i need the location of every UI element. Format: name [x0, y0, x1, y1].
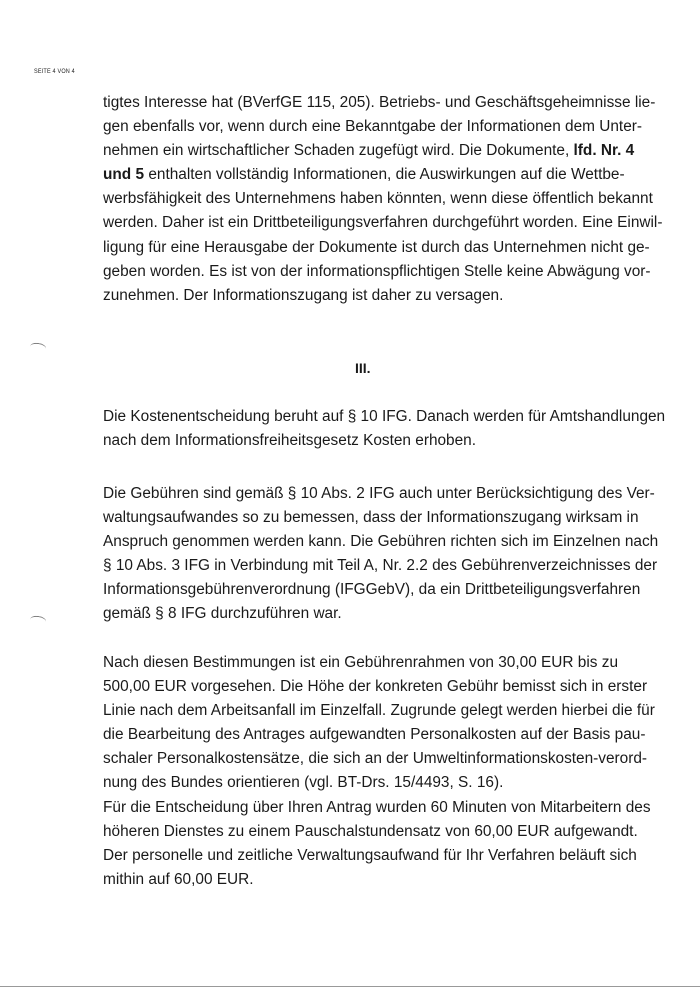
text-line: gemäß § 8 IFG durchzuführen war.: [103, 605, 342, 623]
section-heading: III.: [355, 360, 371, 376]
text-line: 500,00 EUR vorgesehen. Die Höhe der konkreten Gebühr bemisst sich in erster: [103, 678, 648, 696]
text-run: nehmen ein wirtschaftlicher Schaden zugefügt wird. Die Dokumente,: [103, 142, 574, 160]
text-line: gen ebenfalls vor, wenn durch eine Bekanntgabe der Informationen dem Unter-: [103, 118, 643, 136]
text-line: Die Gebühren sind gemäß § 10 Abs. 2 IFG auch unter Berücksichtigung des Ver-: [103, 485, 655, 502]
text-line: § 10 Abs. 3 IFG in Verbindung mit Teil A, Nr. 2.2 des Gebührenverzeichnisses der: [103, 557, 658, 575]
page-number-header: SEITE 4 VON 4: [34, 68, 75, 75]
page-bottom-edge: [0, 986, 700, 987]
text-line: Anspruch genommen werden kann. Die Gebühren richten sich im Einzelnen nach: [103, 533, 659, 551]
hole-punch-mark: [29, 342, 46, 353]
document-number-ref: und 5: [103, 166, 145, 184]
text-line: geben worden. Es ist von der informationspflichtigen Stelle keine Abwägung vor-: [103, 262, 651, 280]
text-line: [103, 139, 635, 163]
hole-punch-mark: [29, 615, 46, 626]
text-line: Für die Entscheidung über Ihren Antrag wurden 60 Minuten von Mitarbeitern des: [103, 798, 651, 816]
text-run: enthalten vollständig Informationen, die Auswirkungen auf die Wettbe-: [144, 166, 625, 184]
text-line: Nach diesen Bestimmungen ist ein Gebührenrahmen von 30,00 EUR bis zu: [103, 654, 619, 671]
paragraph-cost-decision: [103, 405, 666, 453]
text-line: werden. Daher ist ein Drittbeteiligungsverfahren durchgeführt worden. Eine Einwil-: [103, 214, 663, 232]
text-line: werbsfähigkeit des Unternehmens haben könnten, wenn diese öffentlich bekannt: [103, 190, 653, 208]
paragraph-fee-basis: [103, 482, 659, 627]
paragraph-fee-calculation: [103, 651, 655, 892]
text-line: [103, 163, 623, 187]
text-line: schaler Personalkostensätze, die sich an der Umweltinformationskosten-verord-: [103, 750, 648, 768]
text-line: nach dem Informationsfreiheitsgesetz Kosten erhoben.: [103, 432, 477, 450]
document-number-ref: lfd. Nr. 4: [573, 142, 635, 160]
text-line: ligung für eine Herausgabe der Dokumente ist durch das Unternehmen nicht ge-: [103, 238, 650, 256]
text-line: Der personelle und zeitliche Verwaltungsaufwand für Ihr Verfahren beläuft sich: [103, 846, 637, 864]
text-line: Die Kostenentscheidung beruht auf § 10 IFG. Danach werden für Amtshandlungen: [103, 408, 666, 425]
text-line: tigtes Interesse hat (BVerfGE 115, 205). Betriebs- und Geschäftsgeheimnisse lie-: [103, 94, 656, 111]
text-line: die Bearbeitung des Antrages aufgewandten Personalkosten auf der Basis pau-: [103, 726, 646, 744]
text-line: höheren Dienstes zu einem Pauschalstundensatz von 60,00 EUR aufgewandt.: [103, 822, 638, 840]
text-line: Informationsgebührenverordnung (IFGGebV), da ein Drittbeteiligungsverfahren: [103, 581, 641, 599]
text-line: mithin auf 60,00 EUR.: [103, 870, 254, 888]
text-line: waltungsaufwandes so zu bemessen, dass der Informationszugang wirksam in: [103, 509, 639, 527]
text-line: nung des Bundes orientieren (vgl. BT-Drs. 15/4493, S. 16).: [103, 774, 504, 792]
text-line: Linie nach dem Arbeitsanfall im Einzelfall. Zugrunde gelegt werden hierbei die für: [103, 702, 655, 720]
paragraph-confidentiality: [103, 91, 663, 308]
text-line: zunehmen. Der Informationszugang ist daher zu versagen.: [103, 286, 504, 304]
